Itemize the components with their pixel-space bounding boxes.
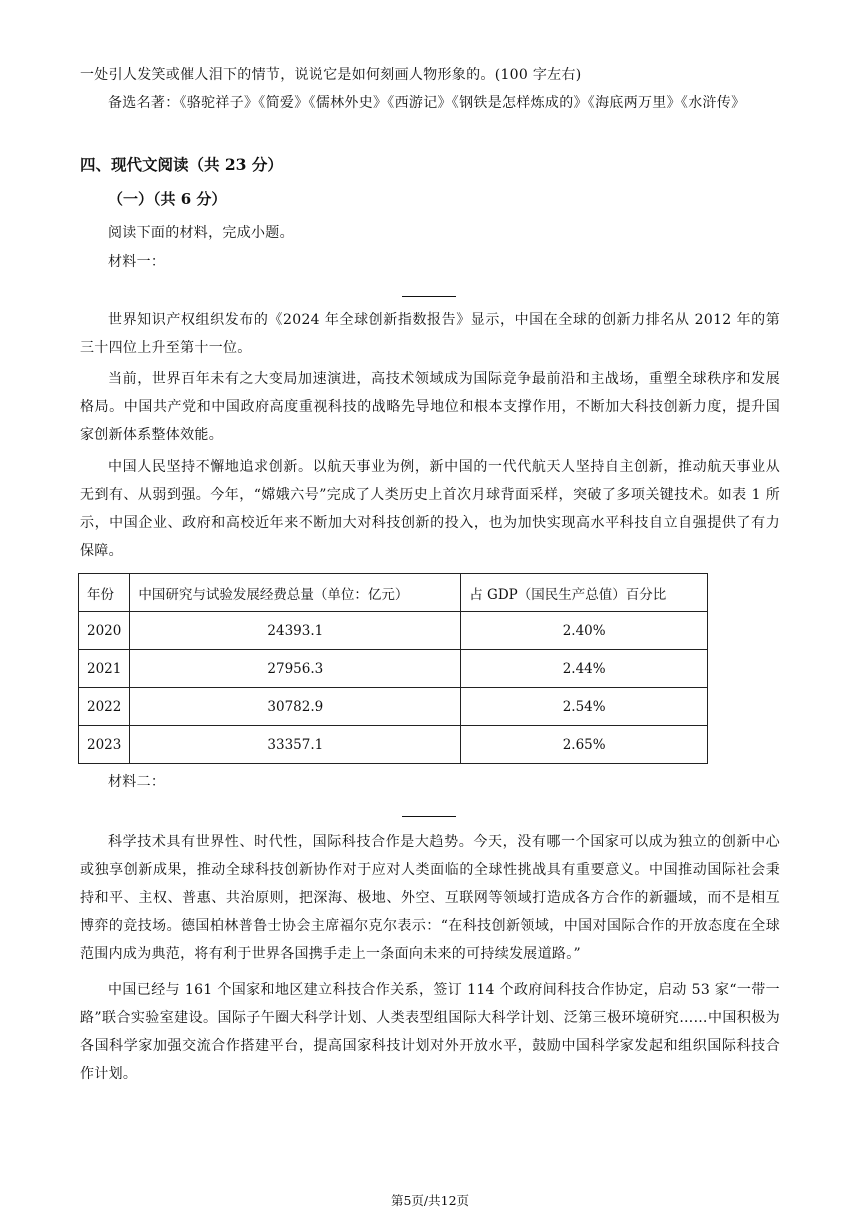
candidate-books: 备选名著：《骆驼祥子》《简爱》《儒林外史》《西游记》《钢铁是怎样炼成的》《海底两万里》《水浒传》 bbox=[108, 95, 746, 111]
table-cell-gdp-share: 2.40% bbox=[461, 612, 708, 650]
table-cell-year: 2021 bbox=[79, 650, 130, 688]
page-number: 第5页/共12页 bbox=[390, 1193, 470, 1208]
table-header-row bbox=[79, 574, 708, 612]
table-cell-expenditure: 24393.1 bbox=[130, 612, 461, 650]
material1-paragraph-1: 世界知识产权组织发布的《2024 年全球创新指数报告》显示，中国在全球的创新力排名从 2012 年的第三十四位上升至第十一位。 bbox=[80, 312, 780, 356]
material1-label: 材料一： bbox=[108, 254, 166, 270]
table-header-expenditure: 中国研究与试验发展经费总量（单位：亿元） bbox=[130, 574, 461, 612]
table-cell-expenditure: 33357.1 bbox=[130, 726, 461, 764]
table-row bbox=[79, 650, 708, 688]
reading-instruction: 阅读下面的材料，完成小题。 bbox=[108, 225, 294, 241]
table-row bbox=[79, 612, 708, 650]
material2-divider bbox=[402, 816, 456, 817]
rd-expenditure-table bbox=[78, 573, 708, 764]
material1-paragraph-2: 当前，世界百年未有之大变局加速演进，高技术领域成为国际竞争最前沿和主战场，重塑全球秩序和发展格局。中国共产党和中国政府高度重视科技的战略先导地位和根本支撑作用，不断加大科技创新力度，提升国家创新体系整体效能。 bbox=[80, 371, 780, 443]
material2-paragraph-2: 中国已经与 161 个国家和地区建立科技合作关系，签订 114 个政府间科技合作协定，启动 53 家“一带一路”联合实验室建设。国际子午圈大科学计划、人类表型组国际大科学计划、泛第三极环境研究……中国积极为各国科学家加强交流合作搭建平台，提高国家科技计划对外开放水平，鼓励中国科学家发起和组织国际科技合作计划。 bbox=[80, 982, 780, 1082]
material2-label: 材料二： bbox=[108, 774, 166, 790]
table-cell-gdp-share: 2.54% bbox=[461, 688, 708, 726]
table-row bbox=[79, 726, 708, 764]
question-text-continuation: 一处引人发笑或催人泪下的情节，说说它是如何刻画人物形象的。(100 字左右) bbox=[80, 67, 582, 83]
table-cell-expenditure: 30782.9 bbox=[130, 688, 461, 726]
table-header-gdp-share: 占 GDP（国民生产总值）百分比 bbox=[461, 574, 708, 612]
subsection-heading: （一）（共 6 分） bbox=[108, 190, 227, 208]
material1-paragraph-3: 中国人民坚持不懈地追求创新。以航天事业为例，新中国的一代代航天人坚持自主创新，推动航天事业从无到有、从弱到强。今年，“嫦娥六号”完成了人类历史上首次月球背面采样，突破了多项关键技术。如表 1 所示，中国企业、政府和高校近年来不断加大对科技创新的投入，也为加快实现高水平科技自立自强提供了有力保障。 bbox=[80, 459, 780, 559]
table-header-year: 年份 bbox=[79, 574, 130, 612]
table-cell-year: 2020 bbox=[79, 612, 130, 650]
table-cell-expenditure: 27956.3 bbox=[130, 650, 461, 688]
table-cell-gdp-share: 2.44% bbox=[461, 650, 708, 688]
material1-divider bbox=[402, 296, 456, 297]
table-cell-year: 2022 bbox=[79, 688, 130, 726]
table-row bbox=[79, 688, 708, 726]
section-heading: 四、现代文阅读（共 23 分） bbox=[80, 155, 283, 174]
material2-paragraph-1: 科学技术具有世界性、时代性，国际科技合作是大趋势。今天，没有哪一个国家可以成为独立的创新中心或独享创新成果，推动全球科技创新协作对于应对人类面临的全球性挑战具有重要意义。中国推动国际社会秉持和平、主权、普惠、共治原则，把深海、极地、外空、互联网等领域打造成各方合作的新疆域，而不是相互博弈的竞技场。德国柏林普鲁士协会主席福尔克尔表示：“在科技创新领域，中国对国际合作的开放态度在全球范围内成为典范，将有利于世界各国携手走上一条面向未来的可持续发展道路。” bbox=[80, 834, 780, 962]
table-cell-year: 2023 bbox=[79, 726, 130, 764]
table-cell-gdp-share: 2.65% bbox=[461, 726, 708, 764]
